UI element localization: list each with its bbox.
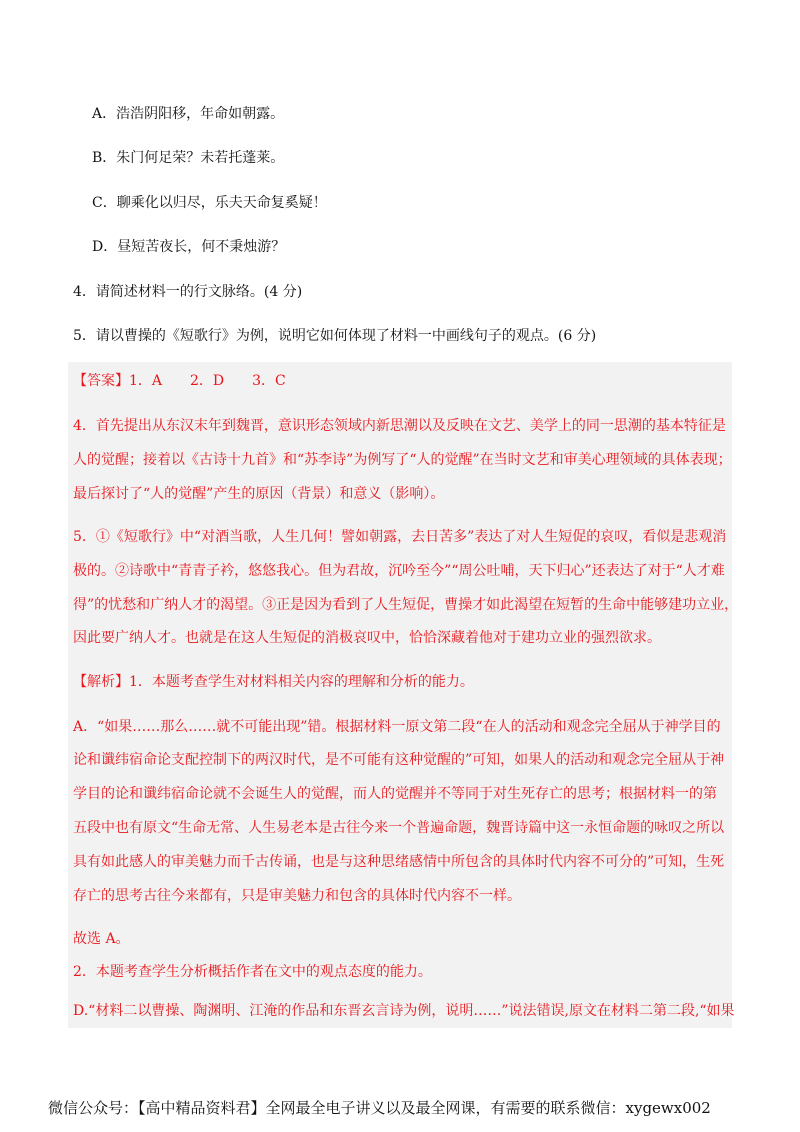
answer-5-line-3: 得”的忧愁和广纳人才的渴望。③正是因为看到了人生短促，曹操才如此渴望在短暂的生命中能够建功立业，	[73, 597, 739, 613]
option-a: A．浩浩阴阳移，年命如朝露。	[92, 106, 285, 122]
footer-contact: 微信公众号：【高中精品资料君】全网最全电子讲义以及最全网课，有需要的联系微信：xygewx002	[48, 1099, 711, 1117]
analysis-2-line-1: D.“材料二以曹操、陶渊明、江淹的作品和东晋玄言诗为例，说明……”说法错误,原文在材料二第二段,“如果	[73, 1003, 735, 1019]
answer-4-line-3: 最后探讨了“人的觉醒”产生的原因（背景）和意义（影响）。	[73, 486, 445, 502]
question-5: 5．请以曹操的《短歌行》为例，说明它如何体现了材料一中画线句子的观点。(6 分)	[73, 328, 597, 344]
answer-5-line-1: 5．①《短歌行》中“对酒当歌，人生几何！譬如朝露，去日苦多”表达了对人生短促的哀叹，看似是悲观消	[73, 529, 727, 545]
option-d: D．昼短苦夜长，何不秉烛游？	[92, 239, 286, 255]
answer-header: 【答案】1．A 2．D 3．C	[73, 373, 286, 389]
analysis-1-line-5: 具有如此感人的审美魅力而千古传诵，也是与这种思绪感情中所包含的具体时代内容不可分的”可知，生死	[73, 854, 725, 870]
answer-5-line-4: 因此要广纳人才。也就是在这人生短促的消极哀叹中，恰恰深藏着他对于建功立业的强烈欲求。	[73, 630, 661, 646]
analysis-1-line-4: 五段中也有原文“生命无常、人生易老本是古往今来一个普遍命题，魏晋诗篇中这一永恒命题的咏叹之所以	[73, 820, 725, 836]
analysis-1-line-2: 论和谶纬宿命论支配控制下的两汉时代，是不可能有这种觉醒的”可知，如果人的活动和观念完全屈从于神	[73, 752, 725, 768]
analysis-1-line-6: 存亡的思考古往今来都有，只是审美魅力和包含的具体时代内容不一样。	[73, 888, 521, 904]
answer-5-line-2: 极的。②诗歌中“青青子衿，悠悠我心。但为君故，沉吟至今”“周公吐哺，天下归心”还表达了对于“人才难	[73, 563, 725, 579]
option-c: C．聊乘化以归尽，乐夫天命复奚疑！	[92, 195, 327, 211]
option-b: B．朱门何足荣？未若托蓬莱。	[92, 150, 285, 166]
analysis-1-line-3: 学目的论和谶纬宿命论就不会诞生人的觉醒，而人的觉醒并不等同于对生死存亡的思考；根据材料一的第	[73, 786, 717, 802]
answer-4-line-2: 人的觉醒；接着以《古诗十九首》和“苏李诗”为例写了“人的觉醒”在当时文艺和审美心理领域的具体表现；	[73, 452, 732, 468]
answer-4-line-1: 4．首先提出从东汉末年到魏晋，意识形态领域内新思潮以及反映在文艺、美学上的同一思潮的基本特征是	[73, 418, 726, 434]
analysis-conclusion: 故选 A。	[73, 931, 130, 947]
analysis-header: 【解析】1．本题考查学生对材料相关内容的理解和分析的能力。	[73, 674, 474, 690]
analysis-1-line-1: A．“如果……那么……就不可能出现”错。根据材料一原文第二段“在人的活动和观念完全屈从于神学目的	[73, 719, 721, 735]
question-4: 4．请简述材料一的行文脉络。(4 分)	[73, 284, 303, 300]
analysis-2-header: 2．本题考查学生分析概括作者在文中的观点态度的能力。	[73, 964, 432, 980]
